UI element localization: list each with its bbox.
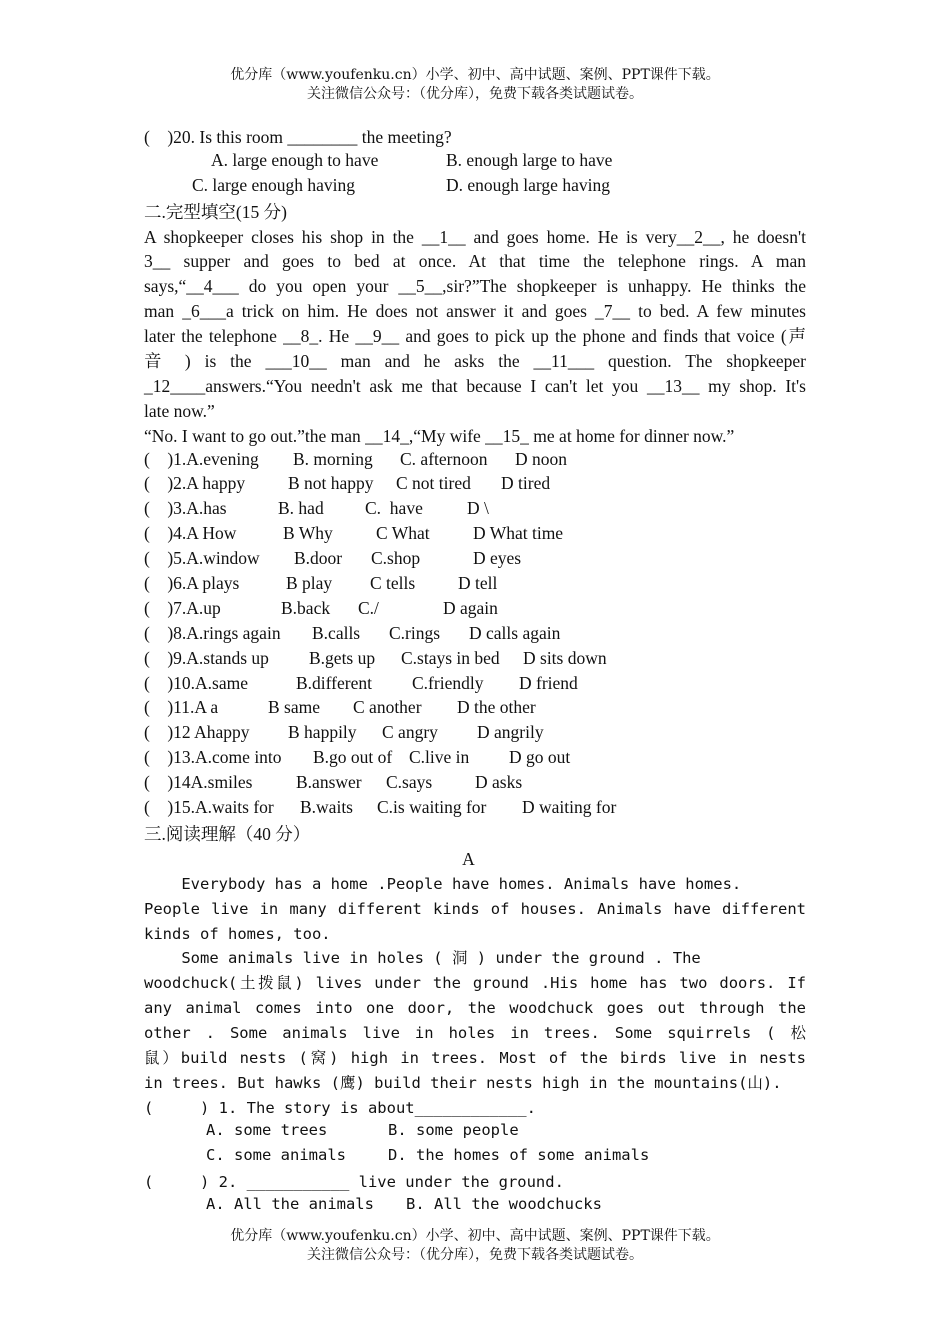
q8-option-a: ( )8.A.rings again <box>144 622 281 643</box>
q5-option-d: D eyes <box>473 548 522 569</box>
reading-q1-option-b: B. some people <box>388 1120 519 1139</box>
q5-option-c: C.shop <box>371 548 421 569</box>
q14-option-d: D asks <box>475 772 523 793</box>
q12-option-c: C angry <box>382 722 438 743</box>
q6-option-d: D tell <box>458 573 498 594</box>
q9-option-a: ( )9.A.stands up <box>144 647 269 668</box>
q8-option-d: D calls again <box>469 622 561 643</box>
q9-option-b: B.gets up <box>309 647 376 668</box>
reading-line-5: woodchuck(土拨鼠) lives under the ground .His home has two doors. If <box>144 974 806 993</box>
page-header <box>0 66 950 104</box>
reading-q1-options-row-2 <box>144 1146 806 1171</box>
q11-option-a: ( )11.A a <box>144 697 219 718</box>
reading-line-4: Some animals live in holes ( 洞 ) under the ground . The <box>144 949 701 968</box>
cloze-line-5: later the telephone __8_. He __9__ and goes to pick up the phone and finds that voice (声 <box>144 326 806 347</box>
cloze-line-4: man _6___a trick on him. He does not answer it and goes _7__ to bed. A few minutes <box>144 301 806 322</box>
reading-q1-option-d: D. the homes of some animals <box>388 1145 650 1164</box>
page-footer <box>0 1227 950 1265</box>
q3-option-a: ( )3.A.has <box>144 498 227 519</box>
q2-option-a: ( )2.A happy <box>144 473 246 494</box>
q7-option-a: ( )7.A.up <box>144 597 221 618</box>
q20-options-row-2 <box>144 175 806 200</box>
q5-option-a: ( )5.A.window <box>144 548 260 569</box>
cloze-question-5 <box>144 548 806 573</box>
q1-option-c: C. afternoon <box>400 448 488 469</box>
cloze-line-6: 音 ) is the ___10__ man and he asks the __11___ question. The shopkeeper <box>144 351 806 372</box>
header-line-2: 关注微信公众号：（优分库），免费下载各类试题试卷。 <box>307 86 643 102</box>
reading-q1-options-row-1 <box>144 1121 806 1146</box>
q8-option-c: C.rings <box>389 622 441 643</box>
reading-q2-option-a: A. All the animals <box>206 1195 374 1214</box>
header-line-1: 优分库（www.youfenku.cn）小学、初中、高中试题、案例、PPT课件下载。 <box>230 67 720 83</box>
q10-option-b: B.different <box>296 672 372 693</box>
q10-option-d: D friend <box>519 672 578 693</box>
q7-option-c: C./ <box>358 597 379 618</box>
reading-line-9: in trees. But hawks (鹰) build their nests high in the mountains(山). <box>144 1073 782 1092</box>
q20-stem: ( )20. Is this room ________ the meeting? <box>144 127 452 147</box>
q4-option-a: ( )4.A How <box>144 523 237 544</box>
cloze-question-9 <box>144 648 806 673</box>
reading-line-3: kinds of homes, too. <box>144 924 331 943</box>
section-2-title: 二.完型填空(15 分) <box>144 201 287 222</box>
reading-line-6: any animal comes into one door, the woodchuck goes out through the <box>144 999 806 1018</box>
q1-option-a: ( )1.A.evening <box>144 448 259 469</box>
cloze-question-1 <box>144 449 806 474</box>
reading-line-7: other . Some animals live in holes in trees. Some squirrels ( 松 <box>144 1024 806 1043</box>
q5-option-b: B.door <box>294 548 343 569</box>
reading-q2-option-b: B. All the woodchucks <box>406 1195 602 1214</box>
q2-option-d: D tired <box>501 473 551 494</box>
q6-option-a: ( )6.A plays <box>144 573 240 594</box>
q12-option-b: B happily <box>288 722 357 743</box>
cloze-line-8: late now.” <box>144 400 215 421</box>
cloze-question-10 <box>144 673 806 698</box>
q4-option-b: B Why <box>283 523 333 544</box>
reading-line-2: People live in many different kinds of houses. Animals have different <box>144 899 806 918</box>
q7-option-b: B.back <box>281 597 331 618</box>
cloze-question-8 <box>144 623 806 648</box>
q15-option-b: B.waits <box>300 797 353 818</box>
q2-option-b: B not happy <box>288 473 374 494</box>
q1-option-b: B. morning <box>293 448 373 469</box>
q3-option-c: C. have <box>365 498 423 519</box>
exam-page <box>144 125 806 1220</box>
cloze-question-13 <box>144 747 806 772</box>
q2-option-c: C not tired <box>396 473 471 494</box>
reading-q2-stem: ( ) 2. ___________ live under the ground. <box>144 1173 564 1192</box>
cloze-line-1: A shopkeeper closes his shop in the __1__ and goes home. He is very__2__, he doesn't <box>144 226 806 247</box>
cloze-line-2: 3__ supper and goes to bed at once. At that time the telephone rings. A man <box>144 251 806 272</box>
q3-option-b: B. had <box>278 498 324 519</box>
q20-options-row-1 <box>144 150 806 175</box>
q13-option-d: D go out <box>509 747 571 768</box>
q6-option-b: B play <box>286 573 333 594</box>
q9-option-c: C.stays in bed <box>401 647 500 668</box>
q9-option-d: D sits down <box>523 647 607 668</box>
cloze-question-6 <box>144 573 806 598</box>
footer-line-2: 关注微信公众号：（优分库），免费下载各类试题试卷。 <box>307 1247 643 1263</box>
q1-option-d: D noon <box>515 448 568 469</box>
q13-option-b: B.go out of <box>313 747 393 768</box>
footer-line-1: 优分库（www.youfenku.cn）小学、初中、高中试题、案例、PPT课件下载。 <box>230 1228 720 1244</box>
q4-option-c: C What <box>376 523 430 544</box>
cloze-question-14 <box>144 772 806 797</box>
reading-q1-stem: ( ) 1. The story is about____________. <box>144 1098 536 1117</box>
q15-option-d: D waiting for <box>522 797 617 818</box>
cloze-question-4 <box>144 523 806 548</box>
q14-option-a: ( )14A.smiles <box>144 772 253 793</box>
q20-option-d: D. enough large having <box>446 174 610 195</box>
reading-q1-option-a: A. some trees <box>206 1120 328 1139</box>
q20-option-b: B. enough large to have <box>446 149 613 170</box>
q15-option-a: ( )15.A.waits for <box>144 797 274 818</box>
q14-option-b: B.answer <box>296 772 362 793</box>
q11-option-c: C another <box>353 697 422 718</box>
q13-option-c: C.live in <box>409 747 470 768</box>
q11-option-b: B same <box>268 697 321 718</box>
q7-option-d: D again <box>443 597 498 618</box>
q10-option-c: C.friendly <box>412 672 484 693</box>
cloze-question-2 <box>144 473 806 498</box>
q11-option-d: D the other <box>457 697 536 718</box>
q13-option-a: ( )13.A.come into <box>144 747 282 768</box>
reading-line-8: 鼠）build nests (窝) high in trees. Most of the birds live in nests <box>144 1048 806 1067</box>
cloze-question-12 <box>144 722 806 747</box>
cloze-question-3 <box>144 498 806 523</box>
q14-option-c: C.says <box>386 772 433 793</box>
q20-option-a: A. large enough to have <box>211 149 379 170</box>
q6-option-c: C tells <box>370 573 416 594</box>
q20-option-c: C. large enough having <box>192 174 355 195</box>
cloze-question-11 <box>144 697 806 722</box>
cloze-question-7 <box>144 598 806 623</box>
q12-option-d: D angrily <box>477 722 544 743</box>
q3-option-d: D \ <box>467 498 489 519</box>
reading-q2-options-row-1 <box>144 1195 806 1220</box>
q4-option-d: D What time <box>473 523 564 544</box>
cloze-question-15 <box>144 797 806 822</box>
q15-option-c: C.is waiting for <box>377 797 487 818</box>
section-3-title: 三.阅读理解（40 分） <box>144 823 311 844</box>
cloze-line-7: _12____answers.“You needn't ask me that because I can't let you __13__ my shop. It's <box>144 375 806 396</box>
reading-q1-option-c: C. some animals <box>206 1145 346 1164</box>
q12-option-a: ( )12 Ahappy <box>144 722 250 743</box>
q8-option-b: B.calls <box>312 622 361 643</box>
q10-option-a: ( )10.A.same <box>144 672 249 693</box>
cloze-line-9: “No. I want to go out.”the man __14_,“My wife __15_ me at home for dinner now.” <box>144 425 735 446</box>
passage-a-label: A <box>462 848 475 869</box>
cloze-line-3: says,“__4___ do you open your __5__,sir?”The shopkeeper is unhappy. He thinks the <box>144 276 806 297</box>
reading-line-1: Everybody has a home .People have homes. Animals have homes. <box>144 874 742 893</box>
